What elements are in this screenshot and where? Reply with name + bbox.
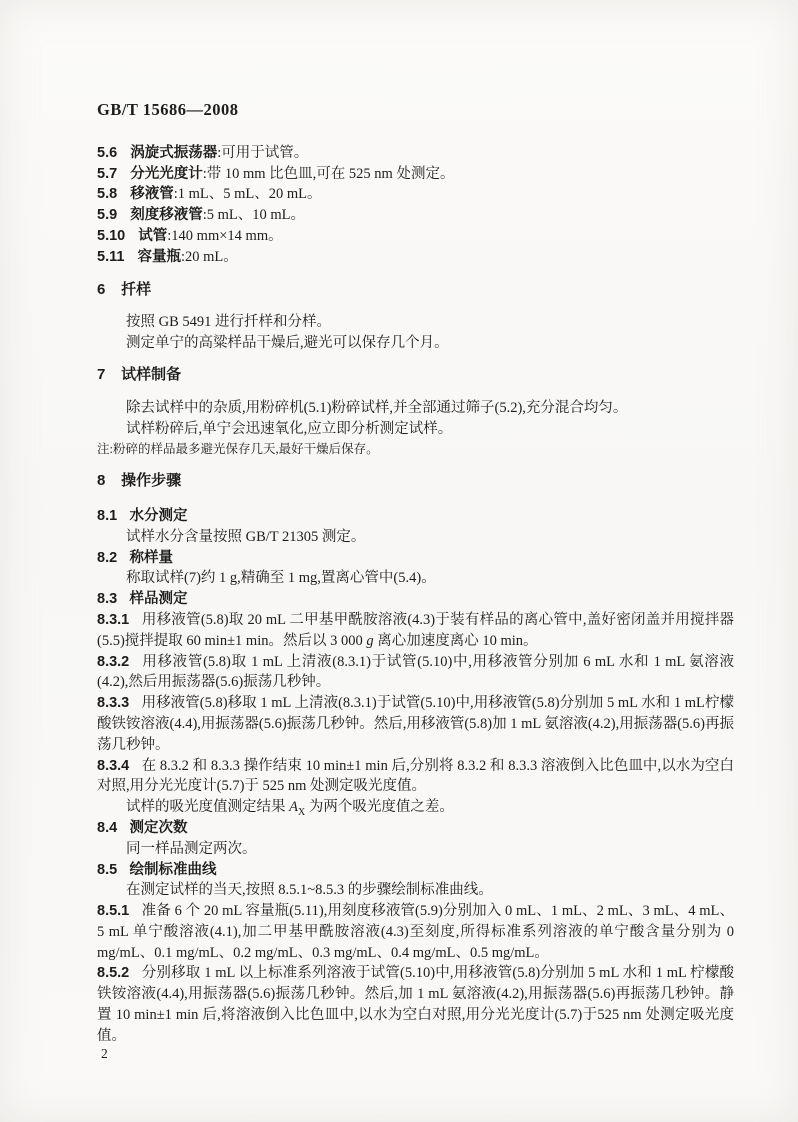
clause-text: 用移液管(5.8)取 20 mL 二甲基甲酰胺溶液(4.3)于装有样品的离心管中,盖好密闭盖并用搅拌器(5.5)搅拌提取 60 min±1 min。然后以 3 000 (97, 611, 734, 649)
section-7-note: 注:粉碎的样品最多避光保存几天,最好干燥后保存。 (97, 442, 379, 457)
equipment-item-5-9 (97, 205, 734, 226)
clause-text: 分别移取 1 mL 以上标准系列溶液于试管(5.10)中,用移液管(5.8)分别加 5 mL 水和 1 mL 柠檬酸铁铵溶液(4.4),用振荡器(5.6)振荡几秒钟。然后,加 1 mL 氨溶液(4.2),用振荡器(5.6)再振荡几秒钟。静置 10 min±1 min 后,将溶液倒入比色皿中,以水为空白对照,用分光光度计(5.7)于525 nm 处测定吸光度值。 (97, 965, 734, 1044)
clause-number: 8.4 (97, 819, 118, 836)
subsection-8-1-paragraph: 试样水分含量按照 GB/T 21305 测定。 (126, 528, 366, 545)
section-number: 8 (97, 472, 106, 490)
clause-number: 5.6 (97, 144, 118, 161)
clause-number: 8.5.1 (97, 903, 130, 920)
clause-number: 5.7 (97, 165, 118, 182)
subsection-8-3-heading (97, 589, 734, 610)
result-text-pre: 试样的吸光度值测定结果 (126, 799, 290, 816)
section-title: 扦样 (121, 280, 152, 298)
clause-text: 离心加速度离心 10 min。 (373, 632, 538, 649)
clause-title: 绘制标准曲线 (129, 861, 217, 878)
clause-number: 8.2 (97, 549, 118, 566)
clause-number: 8.3.3 (97, 695, 130, 712)
equipment-item-5-6 (97, 143, 734, 164)
result-text-post: 为两个吸光度值之差。 (305, 799, 454, 816)
clause-8-3-3 (97, 693, 734, 755)
absorbance-result-paragraph (97, 797, 734, 818)
standard-number-header: GB/T 15686—2008 (97, 100, 239, 119)
equipment-term: 刻度移液管 (130, 207, 203, 224)
section-number: 6 (97, 280, 106, 298)
equipment-term: 容量瓶 (137, 248, 181, 265)
clause-title: 样品测定 (129, 591, 188, 608)
equipment-description: :可用于试管。 (217, 144, 309, 161)
equipment-term: 涡旋式振荡器 (130, 144, 218, 161)
equipment-description: :带 10 mm 比色皿,可在 525 nm 处测定。 (202, 165, 455, 182)
equipment-description: :20 mL。 (180, 248, 238, 265)
equipment-term: 分光光度计 (130, 165, 203, 182)
clause-text: 准备 6 个 20 mL 容量瓶(5.11),用刻度移液管(5.9)分别加入 0 mL、1 mL、2 mL、3 mL、4 mL、5 mL 单宁酸溶液(4.1),加二甲基甲酰胺溶液(4.3)至刻度,所得标准系列溶液的单宁酸含量分别为 0 mg/mL、0.1 mg/mL、0.2 mg/mL、0.3 mg/mL、0.4 mg/mL、0.5 mg/mL。 (97, 903, 734, 961)
subsection-8-5-paragraph: 在测定试样的当天,按照 8.5.1~8.5.3 的步骤绘制标准曲线。 (126, 882, 493, 899)
clause-number: 8.3.2 (97, 653, 130, 670)
clause-title: 称样量 (129, 549, 173, 566)
clause-number: 8.3.1 (97, 611, 130, 628)
clause-number: 5.11 (97, 248, 125, 265)
clause-text: 用移液管(5.8)取 1 mL 上清液(8.3.1)于试管(5.10)中,用移液管分别加 6 mL 水和 1 mL 氨溶液(4.2),然后用振荡器(5.6)振荡几秒钟。 (97, 653, 734, 691)
clause-number: 8.1 (97, 507, 118, 524)
equipment-description: :5 mL、10 mL。 (202, 207, 306, 224)
section-6-paragraph-1: 按照 GB 5491 进行扦样和分样。 (126, 314, 332, 331)
clause-title: 测定次数 (129, 819, 188, 836)
clause-text: 用移液管(5.8)移取 1 mL 上清液(8.3.1)于试管(5.10)中,用移液管(5.8)分别加 5 mL 水和 1 mL柠檬酸铁铵溶液(4.4),用振荡器(5.6)振荡几秒钟。然后,用移液管(5.8)加 1 mL 氨溶液(4.2),用振荡器(5.6)再振荡几秒钟。 (97, 695, 735, 753)
subsection-8-2-heading (97, 548, 734, 569)
equipment-term: 试管 (138, 227, 168, 244)
section-6-heading (97, 280, 734, 301)
equipment-list (97, 143, 734, 268)
section-8-heading (97, 471, 734, 492)
page-content (97, 100, 734, 1047)
clause-text: 在 8.3.2 和 8.3.3 操作结束 10 min±1 min 后,分别将 8.3.2 和 8.3.3 溶液倒入比色皿中,以水为空白对照,用分光光度计(5.7)于 525 nm 处测定吸光度值。 (97, 757, 734, 795)
clause-number: 5.8 (97, 186, 118, 203)
section-title: 操作步骤 (121, 472, 182, 490)
clause-8-3-4 (97, 756, 734, 798)
section-title: 试样制备 (121, 365, 182, 383)
subsection-8-4-heading (97, 818, 734, 839)
clause-number: 8.3 (97, 591, 118, 608)
equipment-item-5-8 (97, 184, 734, 205)
absorbance-symbol: A (289, 799, 298, 816)
subsection-8-2-paragraph: 称取试样(7)约 1 g,精确至 1 mg,置离心管中(5.4)。 (126, 570, 436, 587)
section-7-paragraph-1: 除去试样中的杂质,用粉碎机(5.1)粉碎试样,并全部通过筛子(5.2),充分混合均匀。 (126, 399, 628, 416)
clause-8-5-1 (97, 901, 734, 963)
equipment-description: :140 mm×14 mm。 (167, 227, 283, 244)
section-7-heading (97, 365, 734, 386)
equipment-item-5-11 (97, 247, 734, 268)
clause-title: 水分测定 (129, 507, 188, 524)
section-number: 7 (97, 365, 106, 383)
gravity-symbol: g (366, 632, 374, 649)
clause-number: 8.5 (97, 861, 118, 878)
section-7-paragraph-2: 试样粉碎后,单宁会迅速氧化,应立即分析测定试样。 (126, 420, 453, 437)
section-6-paragraph-2: 测定单宁的高粱样品干燥后,避光可以保存几个月。 (126, 335, 449, 352)
clause-number: 8.5.2 (97, 965, 130, 982)
subsection-8-5-heading (97, 860, 734, 881)
clause-number: 5.10 (97, 227, 126, 244)
clause-8-5-2 (97, 963, 734, 1046)
equipment-item-5-10 (97, 226, 734, 247)
clause-8-3-2 (97, 652, 734, 694)
clause-number: 5.9 (97, 207, 118, 224)
clause-8-3-1 (97, 610, 734, 652)
subsection-8-1-heading (97, 506, 734, 527)
equipment-item-5-7 (97, 164, 734, 185)
subsection-8-4-paragraph: 同一样品测定两次。 (126, 840, 257, 857)
absorbance-subscript: X (297, 807, 306, 818)
clause-number: 8.3.4 (97, 757, 130, 774)
equipment-description: :1 mL、5 mL、20 mL。 (173, 186, 322, 203)
equipment-term: 移液管 (130, 186, 174, 203)
page-number: 2 (101, 1046, 108, 1061)
